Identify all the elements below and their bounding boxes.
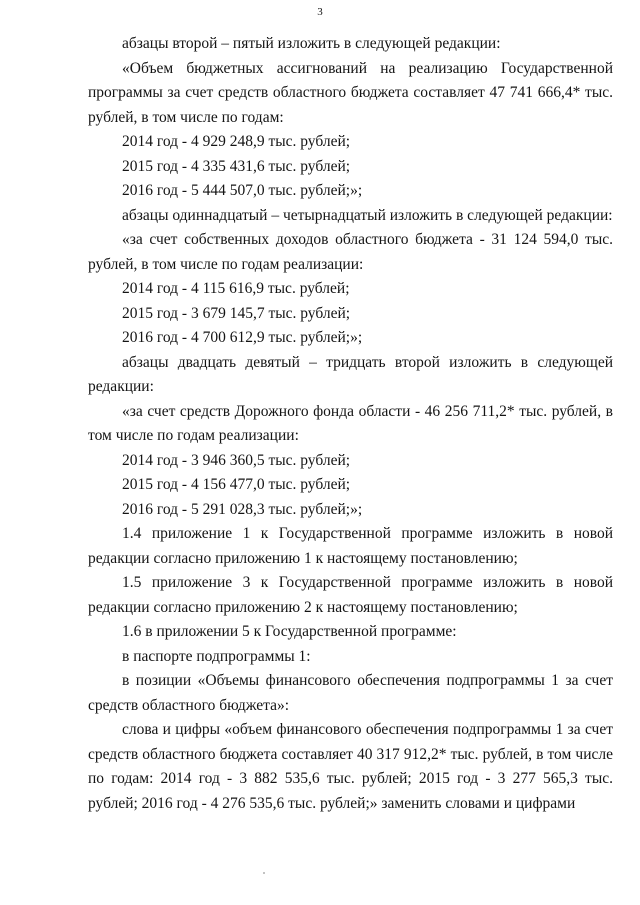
paragraph: 2016 год - 5 444 507,0 тыс. рублей;»;	[122, 182, 363, 199]
paragraph: абзацы второй – пятый изложить в следующей редакции:	[122, 35, 501, 52]
scan-speck	[263, 872, 265, 874]
paragraph: 2015 год - 3 679 145,7 тыс. рублей;	[122, 304, 351, 322]
paragraph: 1.4 приложение 1 к Государственной программе изложить в новой редакции согласно приложению 1 к настоящему постановлению;	[88, 525, 613, 567]
page-number: 3	[317, 6, 323, 18]
paragraph: в позиции «Объемы финансового обеспечения подпрограммы 1 за счет средств областного бюджета»:	[88, 672, 613, 714]
paragraph: 2014 год - 4 929 248,9 тыс. рублей;	[122, 133, 351, 150]
paragraph: 2016 год - 4 700 612,9 тыс. рублей;»;	[122, 329, 363, 346]
paragraph: 2016 год - 5 291 028,3 тыс. рублей;»;	[122, 500, 363, 518]
document-body	[88, 32, 613, 816]
paragraph: 2015 год - 4 156 477,0 тыс. рублей;	[122, 476, 351, 493]
paragraph: «за счет собственных доходов областного бюджета - 31 124 594,0 тыс. рублей, в том числе по годам реализации:	[88, 231, 613, 273]
paragraph: «за счет средств Дорожного фонда области - 46 256 711,2* тыс. рублей, в том числе по годам реализации:	[88, 402, 613, 444]
paragraph: 1.6 в приложении 5 к Государственной программе:	[122, 623, 457, 640]
paragraph: 2015 год - 4 335 431,6 тыс. рублей;	[122, 157, 351, 175]
paragraph: слова и цифры «объем финансового обеспечения подпрограммы 1 за счет средств областного бюджета составляет 40 317 912,2* тыс. рублей, в том числе по годам: 2014 год - 3 882 535,6 тыс. рублей; 2015 год - 3 277 565,3 тыс. рублей; 2016 год - 4 276 535,6 тыс. рублей;» заменить словами и цифрами	[88, 721, 613, 812]
paragraph: 2014 год - 4 115 616,9 тыс. рублей;	[122, 280, 350, 297]
paragraph: «Объем бюджетных ассигнований на реализацию Государственной программы за счет средств областного бюджета составляет 47 741 666,4* тыс. рублей, в том числе по годам:	[88, 59, 613, 126]
paragraph: 1.5 приложение 3 к Государственной программе изложить в новой редакции согласно приложению 2 к настоящему постановлению;	[88, 574, 613, 616]
paragraph: абзацы одиннадцатый – четырнадцатый изложить в следующей редакции:	[122, 206, 613, 224]
paragraph: 2014 год - 3 946 360,5 тыс. рублей;	[122, 451, 351, 469]
paragraph: абзацы двадцать девятый – тридцать второй изложить в следующей редакции:	[88, 353, 613, 395]
paragraph: в паспорте подпрограммы 1:	[122, 647, 311, 665]
